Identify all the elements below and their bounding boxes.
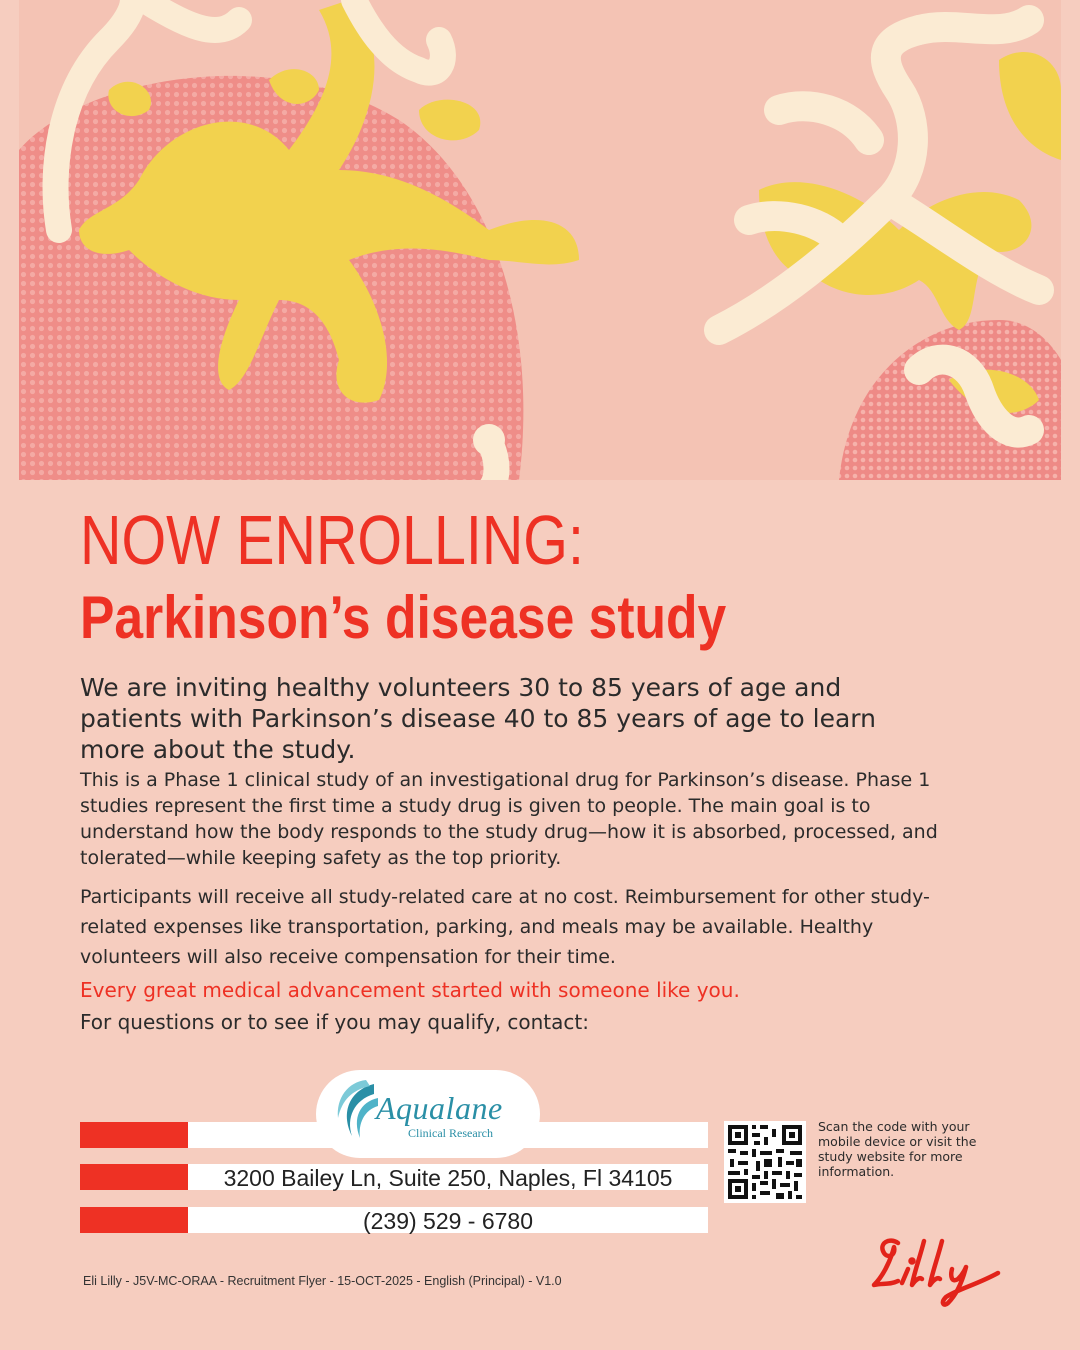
logo-name: Aqualane bbox=[376, 1090, 503, 1126]
phone-bar bbox=[80, 1207, 708, 1233]
accent-block bbox=[80, 1207, 188, 1233]
contact-prompt: For questions or to see if you may qualify, contact: bbox=[80, 1010, 589, 1034]
site-address: 3200 Bailey Ln, Suite 250, Naples, Fl 34105 bbox=[223, 1165, 673, 1191]
tagline: Every great medical advancement started with someone like you. bbox=[80, 978, 740, 1002]
accent-block bbox=[80, 1122, 188, 1148]
accent-block bbox=[80, 1164, 188, 1190]
lead-paragraph: We are inviting healthy volunteers 30 to 85 years of age and patients with Parkinson’s disease 40 to 85 years of age to learn more about the study. bbox=[80, 673, 876, 764]
site-logo bbox=[316, 1070, 540, 1158]
lilly-logo bbox=[868, 1233, 1008, 1309]
qr-code-icon[interactable] bbox=[724, 1121, 806, 1203]
hero-illustration bbox=[19, 0, 1061, 480]
address-bar bbox=[80, 1164, 708, 1190]
study-description: This is a Phase 1 clinical study of an investigational drug for Parkinson’s disease. Phase 1 studies represent the first time a study drug is given to people. The main goal is to understand how the body responds to the study drug—how it is absorbed, processed, and tolerated—while keeping safety as the top priority. bbox=[80, 769, 938, 869]
qr-instructions: Scan the code with your mobile device or visit the study website for more information. bbox=[818, 1119, 977, 1179]
wave-swirl-icon bbox=[336, 1078, 380, 1148]
headline-now-enrolling: NOW ENROLLING: bbox=[80, 501, 584, 579]
participant-benefits: Participants will receive all study-related care at no cost. Reimbursement for other study-related expenses like transportation, parking, and meals may be available. Healthy volunteers will also receive compensation for their time. bbox=[80, 886, 930, 968]
headline-study-name: Parkinson’s disease study bbox=[80, 584, 727, 651]
logo-subtitle: Clinical Research bbox=[408, 1126, 493, 1140]
document-reference: Eli Lilly - J5V-MC-ORAA - Recruitment Flyer - 15-OCT-2025 - English (Principal) - V1.0 bbox=[83, 1274, 562, 1288]
site-phone[interactable]: (239) 529 - 6780 bbox=[362, 1208, 534, 1234]
